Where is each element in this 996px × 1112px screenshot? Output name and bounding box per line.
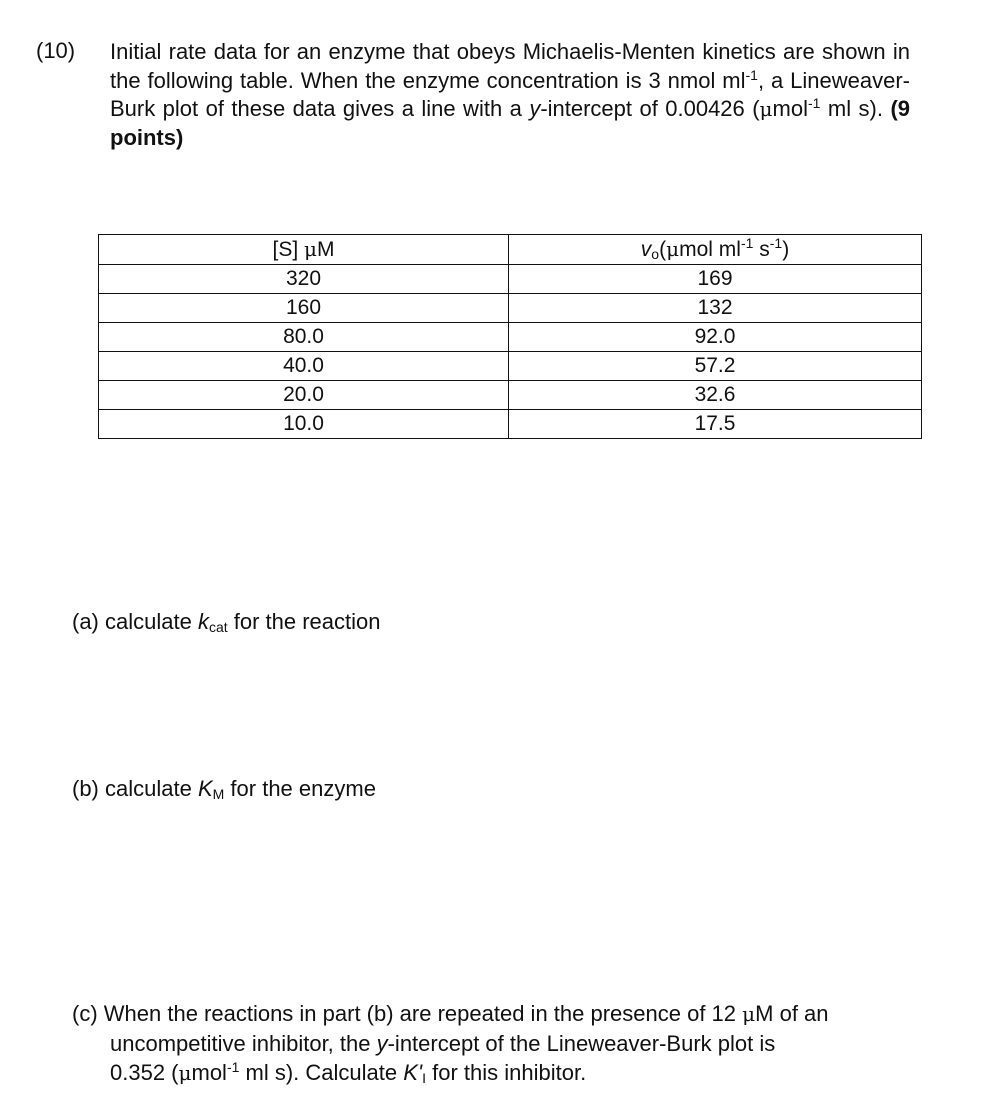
substrate-cell: 20.0 <box>99 381 509 410</box>
part-a-question: (a) calculate $k_{cat}$ for the reaction <box>72 609 381 635</box>
question-number: (10) <box>36 38 76 63</box>
question-text: Initial rate data for an enzyme that obeys Michaelis-Menten kinetics are shown in the following table. When the enzyme concentration is 3 nmol $ml^{-1}$, a Lineweaver-Burk plot of these data gives a line with a y-intercept of 0.00426 (μmol$^{-1}$ ml s). (9 points) <box>110 39 910 150</box>
part-c-question: (c) When the reactions in part (b) are repeated in the presence of 12 μM of an uncompetitive inhibitor, the y-intercept of the Lineweaver-Burk plot is 0.352 (μmol$^{-1}$ ml s). Calculate $K'_I$ for this inhibitor. <box>72 1001 829 1086</box>
rate-data-table <box>98 234 922 439</box>
substrate-cell: 40.0 <box>99 352 509 381</box>
table-header-row <box>99 235 922 265</box>
table-row <box>99 323 922 352</box>
substrate-cell: 80.0 <box>99 323 509 352</box>
table-row <box>99 381 922 410</box>
velocity-cell: 132 <box>509 294 922 323</box>
substrate-cell: 160 <box>99 294 509 323</box>
table-row <box>99 265 922 294</box>
table-row <box>99 352 922 381</box>
points-label: (9 points) <box>110 96 910 150</box>
table-row <box>99 294 922 323</box>
table-row <box>99 410 922 439</box>
substrate-cell: 320 <box>99 265 509 294</box>
velocity-cell: 169 <box>509 265 922 294</box>
substrate-column-header: [S] μM <box>99 235 509 265</box>
velocity-cell: 32.6 <box>509 381 922 410</box>
velocity-cell: 57.2 <box>509 352 922 381</box>
velocity-cell: 17.5 <box>509 410 922 439</box>
substrate-cell: 10.0 <box>99 410 509 439</box>
velocity-column-header: $v_o(\mu mol$ $ml^{-1}$ $s^{-1}$) <box>509 235 922 265</box>
velocity-cell: 92.0 <box>509 323 922 352</box>
part-b-question: (b) calculate $K_M$ for the enzyme <box>72 776 376 802</box>
